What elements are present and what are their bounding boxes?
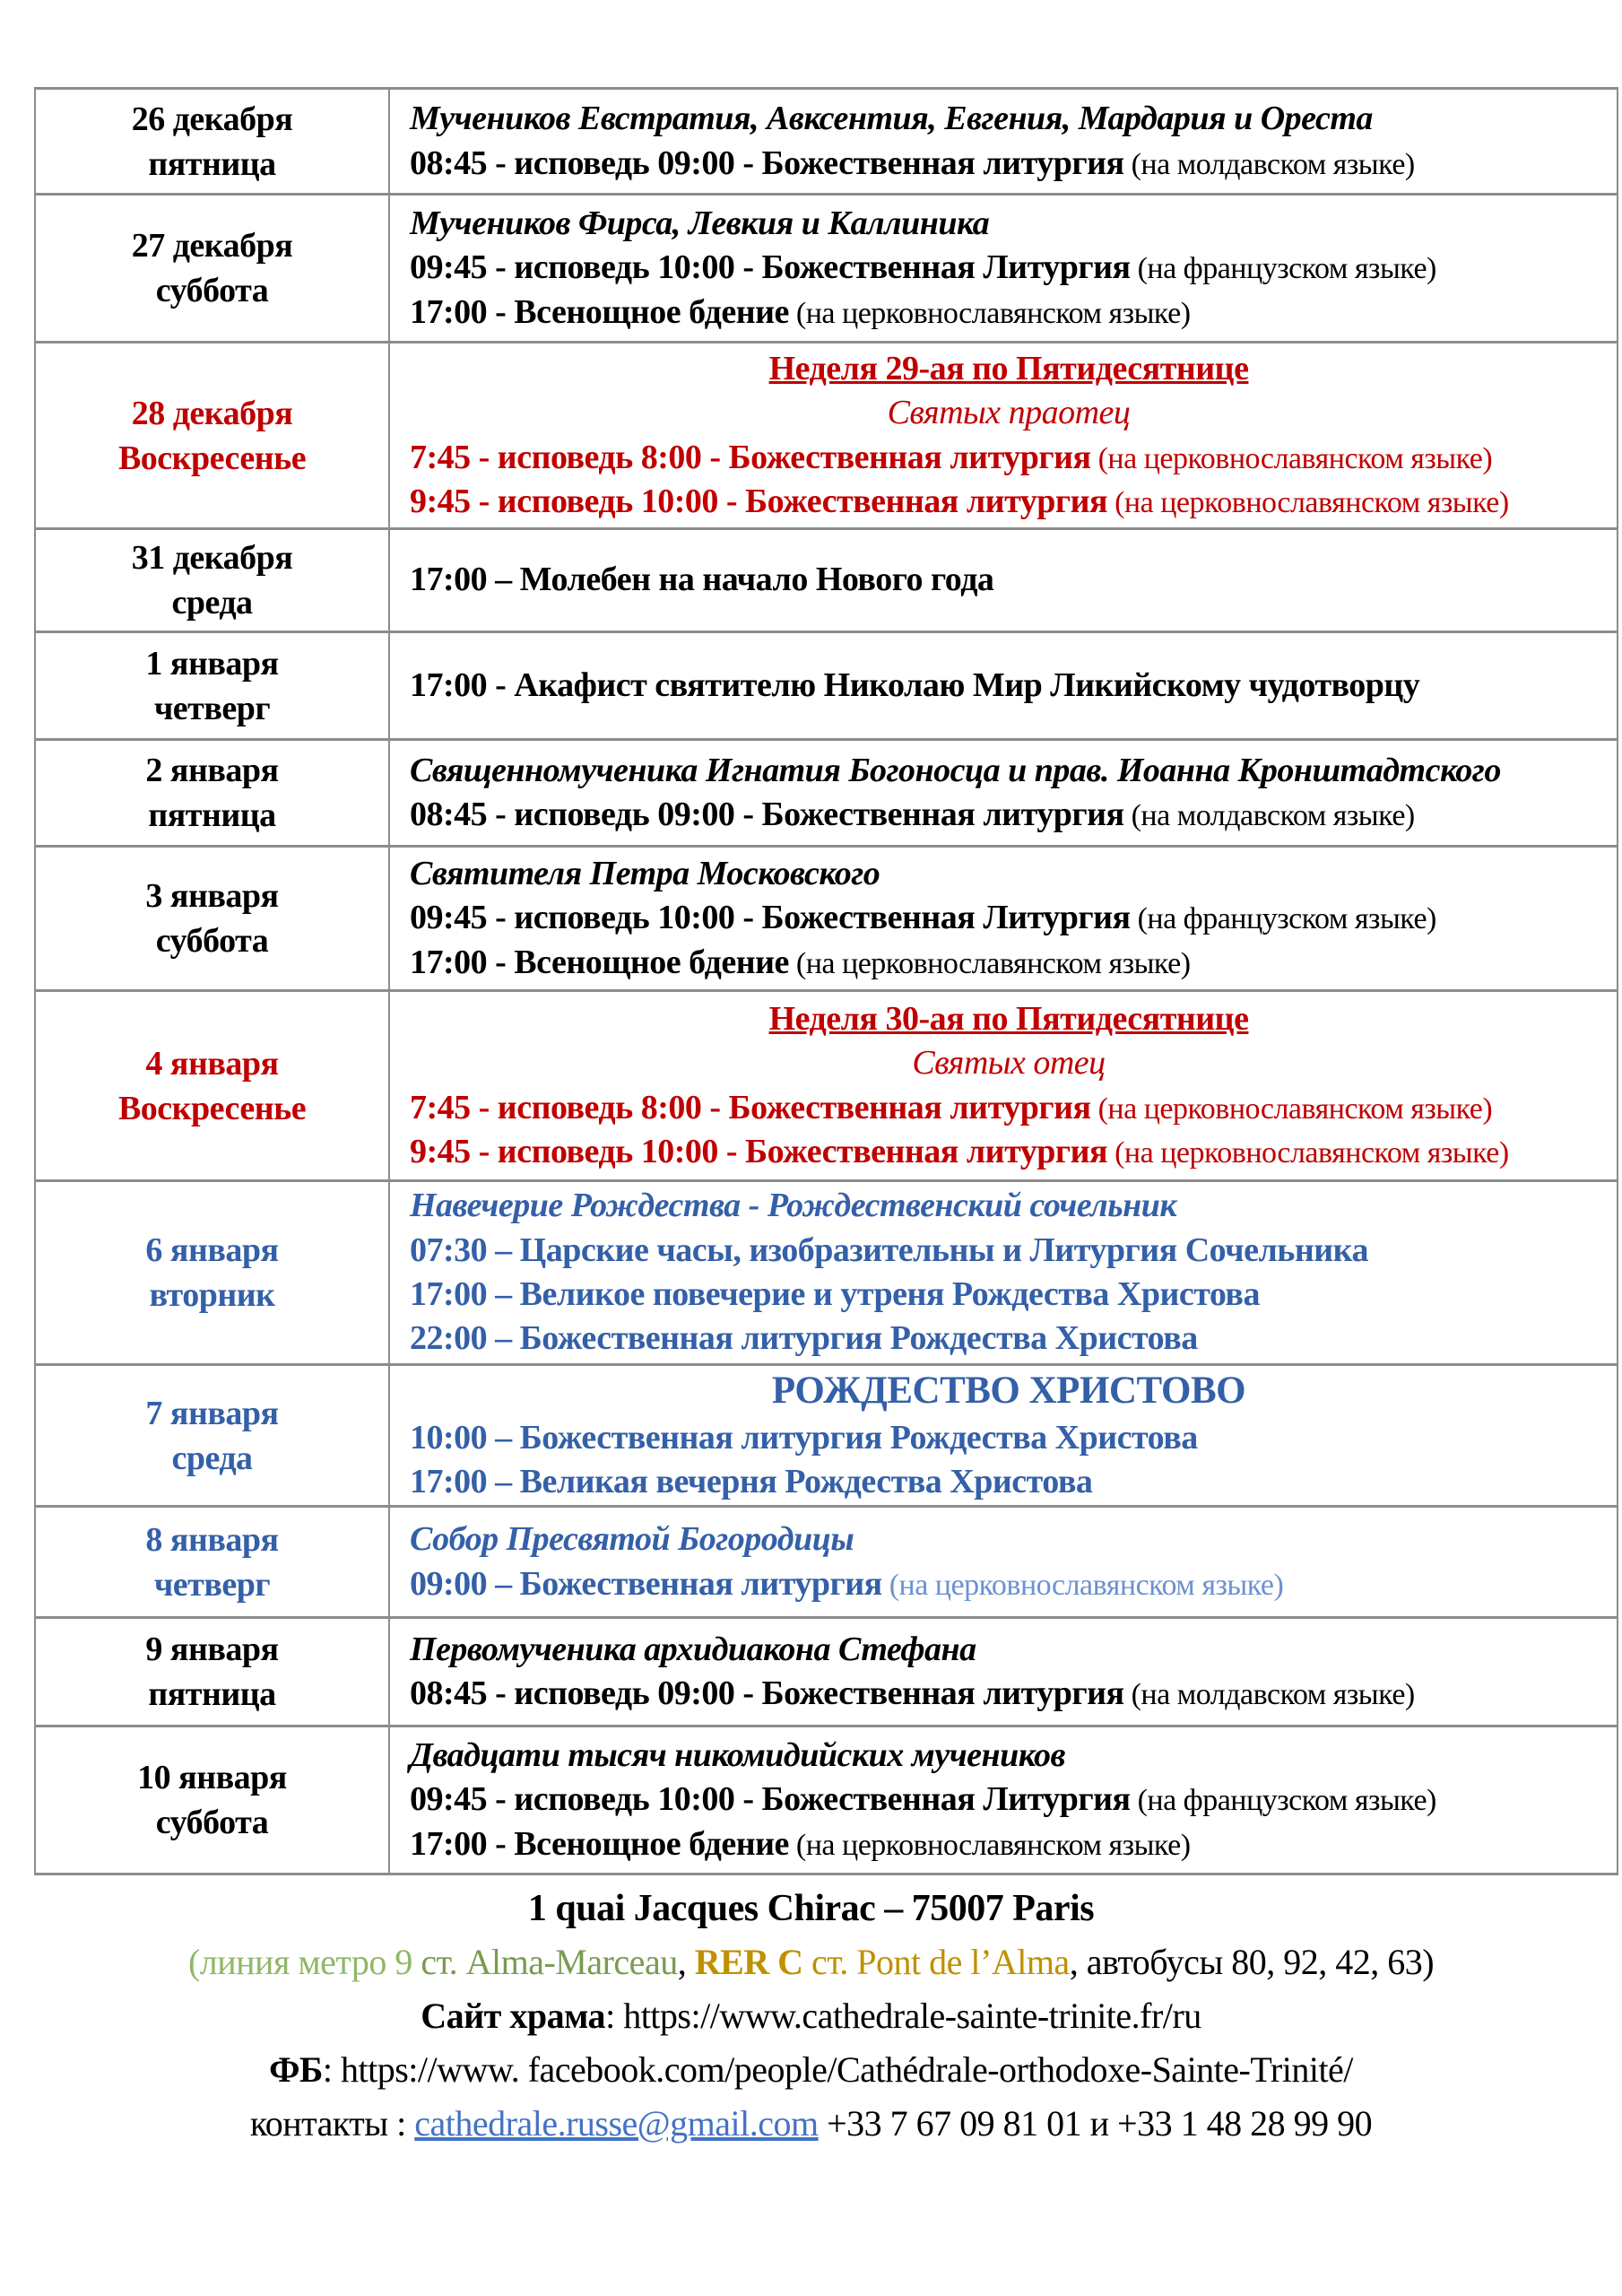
service-time-text: 09:45 - исповедь 10:00 - Божественная Литургия: [410, 1780, 1131, 1819]
services-cell: [390, 848, 1617, 989]
service-line: [410, 941, 1608, 985]
date-text: 3 января: [145, 877, 279, 915]
service-language-note: (на церковнославянском языке): [788, 296, 1191, 330]
facebook-label: ФБ: [269, 2049, 323, 2090]
feast-title: Навечерие Рождества - Рождественский сочельник: [410, 1187, 1177, 1225]
services-cell: [390, 992, 1617, 1179]
facebook-url-text: https://www. facebook.com/people/Cathédrale-orthodoxe-Sainte-Trinité/: [341, 2049, 1353, 2090]
service-time-text: 09:45 - исповедь 10:00 - Божественная Литургия: [410, 248, 1131, 287]
service-time-text: 7:45 - исповедь 8:00 - Божественная литургия: [410, 1088, 1091, 1126]
rer-station-text: ст. Pont de l’Alma: [802, 1942, 1070, 1982]
service-language-note: (на французском языке): [1130, 252, 1436, 286]
separator-text: ,: [677, 1942, 695, 1982]
feast-title: Мучеников Евстратия, Авксентия, Евгения, Мардария и Ореста: [410, 100, 1373, 138]
date-cell: [36, 992, 390, 1179]
table-row: [36, 848, 1617, 992]
services-cell: [390, 196, 1617, 341]
services-cell: [390, 1182, 1617, 1363]
services-cell: [390, 344, 1617, 527]
feast-caps-header: РОЖДЕСТВО ХРИСТОВО: [771, 1370, 1246, 1413]
date-text: 9 января: [145, 1631, 279, 1668]
table-row: [36, 741, 1617, 848]
service-language-note: (на молдавском языке): [1123, 1678, 1415, 1711]
service-line: [410, 1086, 1608, 1130]
service-line: 17:00 – Великое повечерие и утреня Рождества Христова: [410, 1275, 1260, 1313]
weekday-text: пятница: [148, 1675, 276, 1713]
date-text: 6 января: [145, 1231, 279, 1269]
feast-title: Святителя Петра Московского: [410, 854, 880, 892]
email-link[interactable]: cathedrale.russe@gmail.com: [414, 2103, 819, 2144]
service-line: 22:00 – Божественная литургия Рождества Христова: [410, 1319, 1198, 1358]
weekday-text: вторник: [149, 1276, 275, 1314]
weekday-text: пятница: [148, 796, 276, 834]
date-cell: [36, 1182, 390, 1363]
feast-title: Первомученика архидиакона Стефана: [410, 1630, 976, 1668]
table-row: [36, 1366, 1617, 1508]
service-line: [410, 480, 1608, 524]
site-line: [0, 1989, 1622, 2043]
date-cell: [36, 196, 390, 341]
date-text: 27 декабря: [131, 227, 293, 265]
table-row: [36, 992, 1617, 1182]
weekday-text: суббота: [155, 1804, 269, 1841]
table-row: [36, 1727, 1617, 1873]
service-line: [410, 1822, 1608, 1866]
table-row: [36, 344, 1617, 530]
services-cell: [390, 741, 1617, 845]
service-time-text: 08:45 - исповедь 09:00 - Божественная литургия: [410, 144, 1124, 182]
contacts-label: контакты :: [249, 2103, 415, 2144]
service-time-text: 08:45 - исповедь 09:00 - Божественная литургия: [410, 796, 1124, 833]
table-row: [36, 633, 1617, 741]
date-cell: [36, 1508, 390, 1616]
transit-line: [0, 1935, 1622, 1989]
sunday-week-header: Неделя 29-ая по Пятидесятнице: [768, 349, 1249, 387]
services-cell: [390, 1508, 1617, 1616]
table-row: [36, 1619, 1617, 1727]
sunday-week-header: Неделя 30-ая по Пятидесятнице: [768, 999, 1249, 1038]
site-url-text: https://www.cathedrale-sainte-trinite.fr/ru: [623, 1996, 1201, 2036]
service-line: 10:00 – Божественная литургия Рождества Христова: [410, 1419, 1198, 1457]
service-line: 17:00 – Великая вечерня Рождества Христова: [410, 1463, 1093, 1501]
footer: [0, 1882, 1622, 2151]
service-line: 17:00 - Акафист святителю Николаю Мир Ликийскому чудотворцу: [410, 665, 1420, 704]
service-language-note: (на французском языке): [1130, 902, 1436, 936]
rer-text: RER C: [694, 1942, 803, 1982]
service-time-text: 08:45 - исповедь 09:00 - Божественная литургия: [410, 1674, 1124, 1712]
service-language-note: (на церковнославянском языке): [1107, 1135, 1509, 1170]
services-cell: [390, 633, 1617, 738]
weekday-text: суббота: [155, 272, 269, 309]
service-line: [410, 291, 1608, 335]
service-language-note: (на церковнославянском языке): [881, 1568, 1284, 1602]
date-text: 4 января: [145, 1044, 279, 1083]
sunday-subtitle: Святых отец: [912, 1044, 1106, 1083]
table-row: [36, 1182, 1617, 1366]
date-text: 10 января: [137, 1759, 287, 1796]
date-cell: [36, 741, 390, 845]
services-cell: [390, 1727, 1617, 1873]
service-language-note: (на церковнославянском языке): [1107, 485, 1509, 519]
date-text: 28 декабря: [131, 394, 293, 432]
weekday-text: четверг: [153, 1565, 271, 1604]
address-line: 1 quai Jacques Chirac – 75007 Paris: [527, 1888, 1095, 1929]
service-language-note: (на церковнославянском языке): [1090, 1091, 1493, 1126]
date-cell: [36, 848, 390, 989]
date-text: 1 января: [145, 644, 279, 683]
date-text: 8 января: [145, 1520, 279, 1559]
date-cell: [36, 1727, 390, 1873]
separator-text: :: [605, 1996, 624, 2036]
service-time-text: 17:00 - Всенощное бдение: [410, 943, 789, 981]
weekday-text: среда: [171, 584, 253, 622]
service-time-text: 17:00 - Всенощное бдение: [410, 292, 789, 331]
contacts-line: [0, 2097, 1622, 2151]
metro-station-text: ст. Alma-Marceau: [421, 1942, 678, 1982]
service-line: [410, 246, 1608, 290]
date-text: 26 декабря: [131, 100, 293, 138]
weekday-text: Воскресенье: [117, 1089, 307, 1127]
metro-text: (линия метро 9: [187, 1942, 421, 1982]
service-time-text: 17:00 - Всенощное бдение: [410, 1824, 789, 1863]
service-line: [410, 1778, 1608, 1822]
site-label: Сайт храма: [421, 1996, 606, 2036]
service-language-note: (на молдавском языке): [1123, 147, 1415, 181]
service-language-note: (на церковнославянском языке): [1090, 441, 1493, 475]
service-language-note: (на французском языке): [1130, 1784, 1436, 1818]
weekday-text: четверг: [153, 689, 271, 727]
facebook-line: [0, 2043, 1622, 2097]
table-row: [36, 530, 1617, 633]
service-time-text: 7:45 - исповедь 8:00 - Божественная литургия: [410, 438, 1091, 476]
weekday-text: Воскресенье: [117, 439, 307, 477]
service-time-text: 09:45 - исповедь 10:00 - Божественная Литургия: [410, 899, 1131, 937]
date-text: 2 января: [145, 752, 279, 789]
service-language-note: (на церковнославянском языке): [788, 1828, 1191, 1862]
schedule-table: [34, 87, 1618, 1875]
services-cell: [390, 1366, 1617, 1505]
table-row: [36, 196, 1617, 344]
date-cell: [36, 1366, 390, 1505]
bus-text: , автобусы 80, 92, 42, 63): [1069, 1942, 1435, 1982]
services-cell: [390, 530, 1617, 631]
sunday-subtitle: Святых праотец: [887, 394, 1131, 432]
table-row: [36, 1508, 1617, 1619]
table-row: [36, 90, 1617, 196]
date-text: 31 декабря: [131, 539, 293, 577]
service-line: 17:00 – Молебен на начало Нового года: [410, 561, 994, 599]
service-line: [410, 142, 1608, 186]
feast-title: Собор Пресвятой Богородицы: [410, 1520, 854, 1559]
service-line: [410, 1672, 1608, 1716]
services-cell: [390, 90, 1617, 193]
date-text: 7 января: [145, 1394, 279, 1432]
phone-numbers-text: +33 7 67 09 81 01 и +33 1 48 28 99 90: [818, 2103, 1373, 2144]
service-line: [410, 896, 1608, 940]
service-language-note: (на молдавском языке): [1123, 799, 1415, 832]
service-time-text: 9:45 - исповедь 10:00 - Божественная литургия: [410, 482, 1108, 520]
service-line: [410, 793, 1608, 837]
service-language-note: (на церковнославянском языке): [788, 946, 1191, 980]
date-cell: [36, 90, 390, 193]
feast-title: Священномученика Игнатия Богоносца и прав. Иоанна Кронштадтского: [410, 751, 1501, 789]
service-time-text: 9:45 - исповедь 10:00 - Божественная литургия: [410, 1132, 1108, 1170]
weekday-text: суббота: [155, 922, 269, 960]
feast-title: Мучеников Фирса, Левкия и Каллиника: [410, 204, 990, 242]
weekday-text: среда: [171, 1439, 253, 1477]
service-line: [410, 436, 1608, 480]
service-time-text: 09:00 – Божественная литургия: [410, 1564, 882, 1603]
service-line: 07:30 – Царские часы, изобразительны и Литургия Сочельника: [410, 1231, 1368, 1269]
service-line: [410, 1130, 1608, 1174]
services-cell: [390, 1619, 1617, 1725]
date-cell: [36, 530, 390, 631]
separator-text: :: [322, 2049, 341, 2090]
date-cell: [36, 633, 390, 738]
weekday-text: пятница: [148, 144, 276, 183]
date-cell: [36, 344, 390, 527]
feast-title: Двадцати тысяч никомидийских мучеников: [410, 1735, 1066, 1774]
date-cell: [36, 1619, 390, 1725]
service-line: [410, 1562, 1608, 1606]
